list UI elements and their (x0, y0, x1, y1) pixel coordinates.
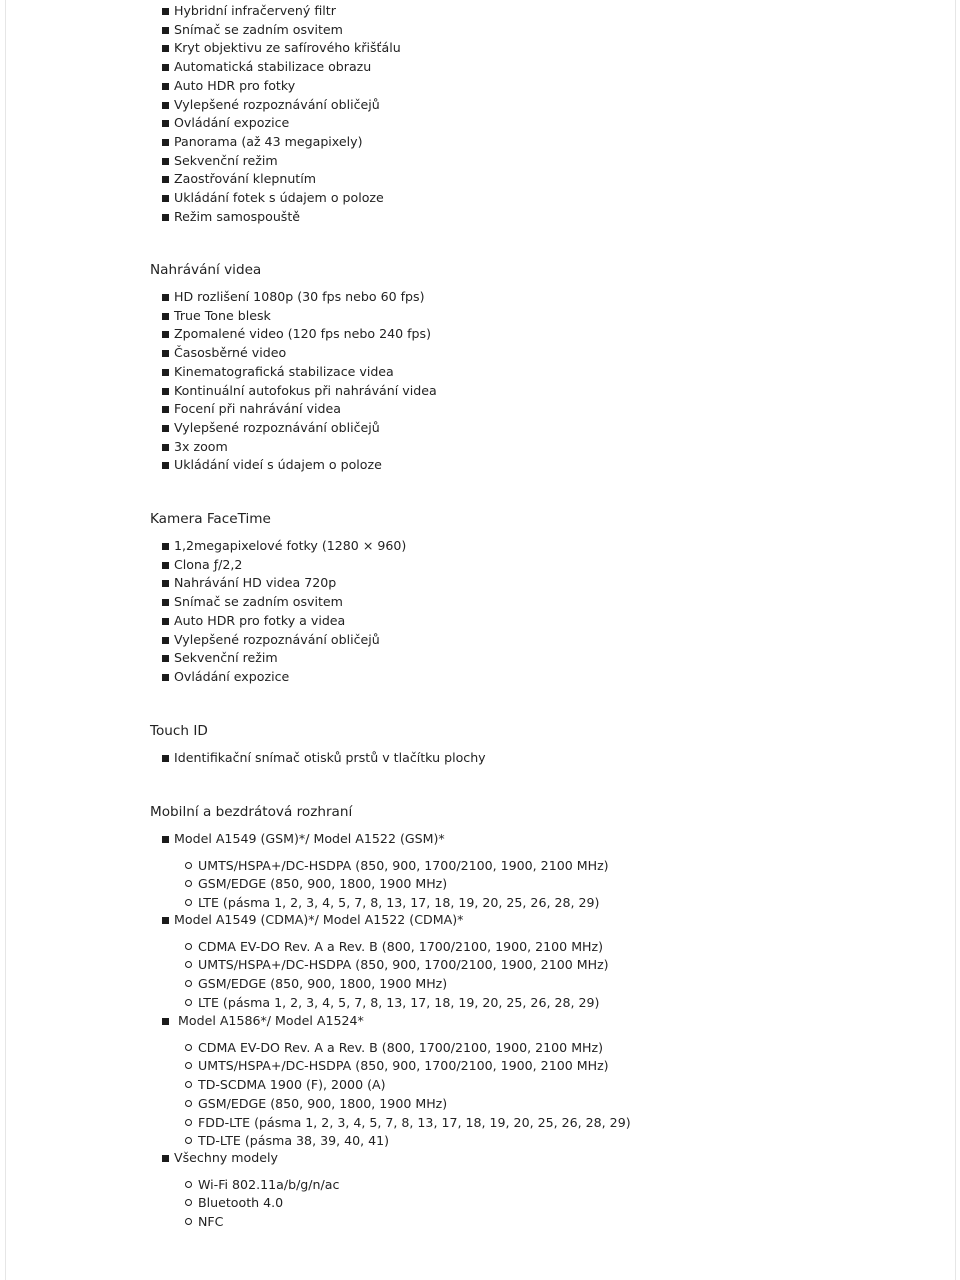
list-item: Zpomalené video (120 fps nebo 240 fps) (0, 325, 960, 344)
model-label: Model A1549 (CDMA)*/ Model A1522 (CDMA)* (0, 911, 960, 930)
band-list (0, 938, 960, 1013)
camera-feature-list (0, 2, 960, 226)
video-feature-list (0, 288, 960, 475)
list-item: Kontinuální autofokus při nahrávání videa (0, 382, 960, 401)
model-label: Model A1549 (GSM)*/ Model A1522 (GSM)* (0, 830, 960, 849)
band-item: TD-LTE (pásma 38, 39, 40, 41) (0, 1132, 960, 1151)
list-item: Auto HDR pro fotky a videa (0, 612, 960, 631)
list-item: Clona ƒ/2,2 (0, 556, 960, 575)
facetime-feature-list (0, 537, 960, 687)
list-item: True Tone blesk (0, 307, 960, 326)
list-item: Sekvenční režim (0, 649, 960, 668)
list-item: Nahrávání HD videa 720p (0, 574, 960, 593)
section-heading-touchid: Touch ID (150, 723, 208, 739)
band-item: CDMA EV-DO Rev. A a Rev. B (800, 1700/2100, 1900, 2100 MHz) (0, 938, 960, 957)
band-item: LTE (pásma 1, 2, 3, 4, 5, 7, 8, 13, 17, 18, 19, 20, 25, 26, 28, 29) (0, 994, 960, 1013)
list-item: Hybridní infračervený filtr (0, 2, 960, 21)
wireless-group-a1586 (0, 1012, 960, 1151)
band-item: LTE (pásma 1, 2, 3, 4, 5, 7, 8, 13, 17, 18, 19, 20, 25, 26, 28, 29) (0, 894, 960, 913)
connectivity-item: Wi-Fi 802.11a/b/g/n/ac (0, 1176, 960, 1195)
list-item: Automatická stabilizace obrazu (0, 58, 960, 77)
model-label: Model A1586*/ Model A1524* (0, 1012, 960, 1031)
band-item: UMTS/HSPA+/DC-HSDPA (850, 900, 1700/2100, 1900, 2100 MHz) (0, 1057, 960, 1076)
list-item: Zaostřování klepnutím (0, 170, 960, 189)
list-item: HD rozlišení 1080p (30 fps nebo 60 fps) (0, 288, 960, 307)
band-item: GSM/EDGE (850, 900, 1800, 1900 MHz) (0, 875, 960, 894)
touchid-feature-list (0, 749, 960, 768)
list-item: Vylepšené rozpoznávání obličejů (0, 419, 960, 438)
list-item: Kryt objektivu ze safírového křišťálu (0, 39, 960, 58)
band-list (0, 1039, 960, 1151)
connectivity-item: Bluetooth 4.0 (0, 1194, 960, 1213)
list-item: Panorama (až 43 megapixely) (0, 133, 960, 152)
section-heading-facetime: Kamera FaceTime (150, 511, 271, 527)
list-item: Focení při nahrávání videa (0, 400, 960, 419)
list-item: Auto HDR pro fotky (0, 77, 960, 96)
list-item: Kinematografická stabilizace videa (0, 363, 960, 382)
connectivity-item: NFC (0, 1213, 960, 1232)
band-item: CDMA EV-DO Rev. A a Rev. B (800, 1700/2100, 1900, 2100 MHz) (0, 1039, 960, 1058)
list-item: Identifikační snímač otisků prstů v tlačítku plochy (0, 749, 960, 768)
list-item: Ukládání videí s údajem o poloze (0, 456, 960, 475)
section-heading-wireless: Mobilní a bezdrátová rozhraní (150, 804, 353, 820)
wireless-group-cdma (0, 911, 960, 1013)
band-list (0, 857, 960, 913)
list-item: Režim samospouště (0, 208, 960, 227)
list-item: Snímač se zadním osvitem (0, 21, 960, 40)
band-item: GSM/EDGE (850, 900, 1800, 1900 MHz) (0, 975, 960, 994)
list-item: Snímač se zadním osvitem (0, 593, 960, 612)
band-item: UMTS/HSPA+/DC-HSDPA (850, 900, 1700/2100, 1900, 2100 MHz) (0, 857, 960, 876)
list-item: Ovládání expozice (0, 668, 960, 687)
band-item: TD-SCDMA 1900 (F), 2000 (A) (0, 1076, 960, 1095)
list-item: 1,2megapixelové fotky (1280 × 960) (0, 537, 960, 556)
section-heading-video: Nahrávání videa (150, 262, 262, 278)
list-item: Vylepšené rozpoznávání obličejů (0, 631, 960, 650)
band-item: GSM/EDGE (850, 900, 1800, 1900 MHz) (0, 1095, 960, 1114)
list-item: Ukládání fotek s údajem o poloze (0, 189, 960, 208)
model-label: Všechny modely (0, 1149, 960, 1168)
list-item: 3x zoom (0, 438, 960, 457)
list-item: Sekvenční režim (0, 152, 960, 171)
connectivity-list (0, 1176, 960, 1232)
list-item: Vylepšené rozpoznávání obličejů (0, 96, 960, 115)
wireless-group-gsm (0, 830, 960, 913)
list-item: Časosběrné video (0, 344, 960, 363)
list-item: Ovládání expozice (0, 114, 960, 133)
band-item: FDD-LTE (pásma 1, 2, 3, 4, 5, 7, 8, 13, 17, 18, 19, 20, 25, 26, 28, 29) (0, 1114, 960, 1133)
band-item: UMTS/HSPA+/DC-HSDPA (850, 900, 1700/2100, 1900, 2100 MHz) (0, 956, 960, 975)
wireless-group-all (0, 1149, 960, 1232)
